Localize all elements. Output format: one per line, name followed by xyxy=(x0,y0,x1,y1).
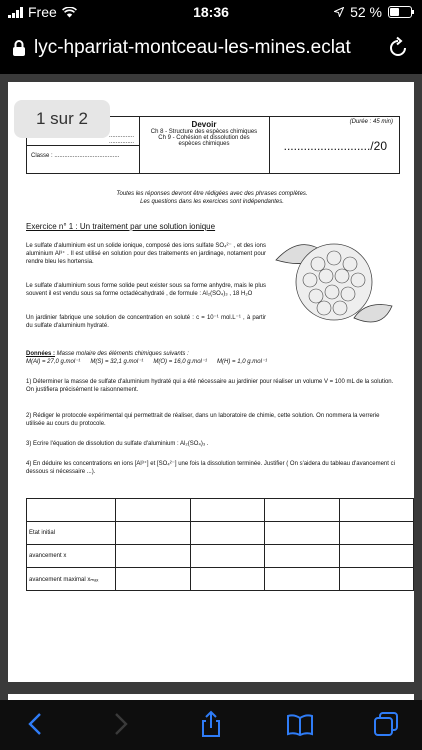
data-description: Masse molaire des éléments chimiques suivants : xyxy=(55,351,189,357)
header-title-cell xyxy=(139,117,270,173)
forward-icon[interactable] xyxy=(106,710,134,738)
url-text[interactable]: lyc-hparriat-montceau-les-mines.eclat xyxy=(34,37,351,58)
row-label xyxy=(27,499,116,522)
table-row xyxy=(27,499,414,522)
chapter-9: Ch 9 - Cohésion et dissolution des espèces chimiques xyxy=(158,135,250,147)
back-icon[interactable] xyxy=(22,710,50,738)
duration: (Durée : 45 min) xyxy=(349,119,393,125)
lock-icon xyxy=(12,39,26,57)
score-field: ........................../20 xyxy=(283,139,387,153)
firstname-dots: ............... xyxy=(109,139,135,145)
bottom-toolbar xyxy=(0,700,422,750)
pdf-page xyxy=(8,82,414,682)
question-3: 3) Ecrire l'équation de dissolution du sulfate d'aluminium : Al₂(SO₄)₃ . xyxy=(26,441,209,447)
battery-icon xyxy=(388,6,412,18)
address-bar[interactable] xyxy=(0,24,422,74)
molar-masses: M(Al) = 27,0 g.mol⁻¹ M(S) = 32,1 g.mol⁻¹ M(O) = 16,0 g.mol⁻¹ M(H) = 1,0 g.mol⁻¹ xyxy=(26,359,268,365)
page-indicator: 1 sur 2 xyxy=(14,100,110,138)
question-2: 2) Rédiger le protocole expérimental qui permettrait de réaliser, dans un laboratoire de chimie, cette solution. On nommera la verrerie utilisée au cours du protocole. xyxy=(26,413,380,427)
question-1: 1) Déterminer la masse de sulfate d'aluminium hydraté qui a été nécessaire au jardinier pour réaliser un volume V = 100 mL de la solution. On justifiera précisément le raisonnement. xyxy=(26,379,394,393)
pdf-viewer[interactable] xyxy=(0,74,422,700)
header-divider xyxy=(27,145,139,146)
tabs-icon[interactable] xyxy=(372,710,400,738)
paragraph-1: Le sulfate d'aluminium est un solide ionique, composé des ions sulfate SO₄²⁻ , et des ions aluminium Al³⁺ . Il est utilisé en solution pour des traitements en jardinage, notament pour rendre bleu les hortensia. xyxy=(26,243,266,265)
instructions xyxy=(26,190,398,206)
name-dots: ............... xyxy=(109,133,135,139)
table-row xyxy=(27,545,414,568)
paragraph-3: Un jardinier fabrique une solution de concentration en soluté : c = 10⁻¹ mol.L⁻¹ , à partir du sulfate d'aluminium hydraté. xyxy=(26,315,266,329)
clock: 18:36 xyxy=(193,4,229,20)
table-row xyxy=(27,522,414,545)
data-label: Données : xyxy=(26,351,56,357)
row-label: avancement maximal xₘₐₓ xyxy=(27,568,116,591)
paragraph-2: Le sulfate d'aluminium sous forme solide peut exister sous sa forme anhydre, mais le plus souvent il est vendu sous sa forme octadécahydraté , de formule : Al₂(SO₄)₃ , 18 H₂O xyxy=(26,283,266,297)
location-arrow-icon xyxy=(334,7,344,17)
question-4: 4) En déduire les concentrations en ions [Al³⁺] et [SO₄²⁻] une fois la dissolution terminée. Justifier ( On s'aidera du tableau d'avancement ci dessous si nécessaire ...). xyxy=(26,461,395,475)
table-row xyxy=(27,568,414,591)
instruction-line-2: Les questions dans les exercices sont indépendantes. xyxy=(140,199,284,205)
hydrangea-illustration xyxy=(270,230,396,338)
chapter-8: Ch 8 - Structure des espèces chimiques xyxy=(150,129,258,135)
battery-fill xyxy=(390,8,399,16)
status-bar xyxy=(0,0,422,24)
classe-field: Classe : ....................................... xyxy=(31,153,120,159)
share-icon[interactable] xyxy=(197,710,225,738)
row-label: Etat initial xyxy=(27,522,116,545)
battery-group xyxy=(334,4,412,20)
carrier-name: Free xyxy=(28,4,57,20)
data-heading xyxy=(26,350,398,358)
devoir-title: Devoir xyxy=(191,120,217,129)
data-section xyxy=(26,350,398,366)
battery-percent: 52 % xyxy=(350,4,382,20)
progress-table xyxy=(26,498,414,591)
bookmarks-icon[interactable] xyxy=(286,710,314,738)
row-label: avancement x xyxy=(27,545,116,568)
header-score-cell xyxy=(269,117,399,173)
reload-icon[interactable] xyxy=(386,36,410,60)
instruction-line-1: Toutes les réponses devront être rédigées avec des phrases complètes. xyxy=(116,191,308,197)
exercise-title: Exercice n° 1 : Un traitement par une solution ionique xyxy=(26,222,216,231)
